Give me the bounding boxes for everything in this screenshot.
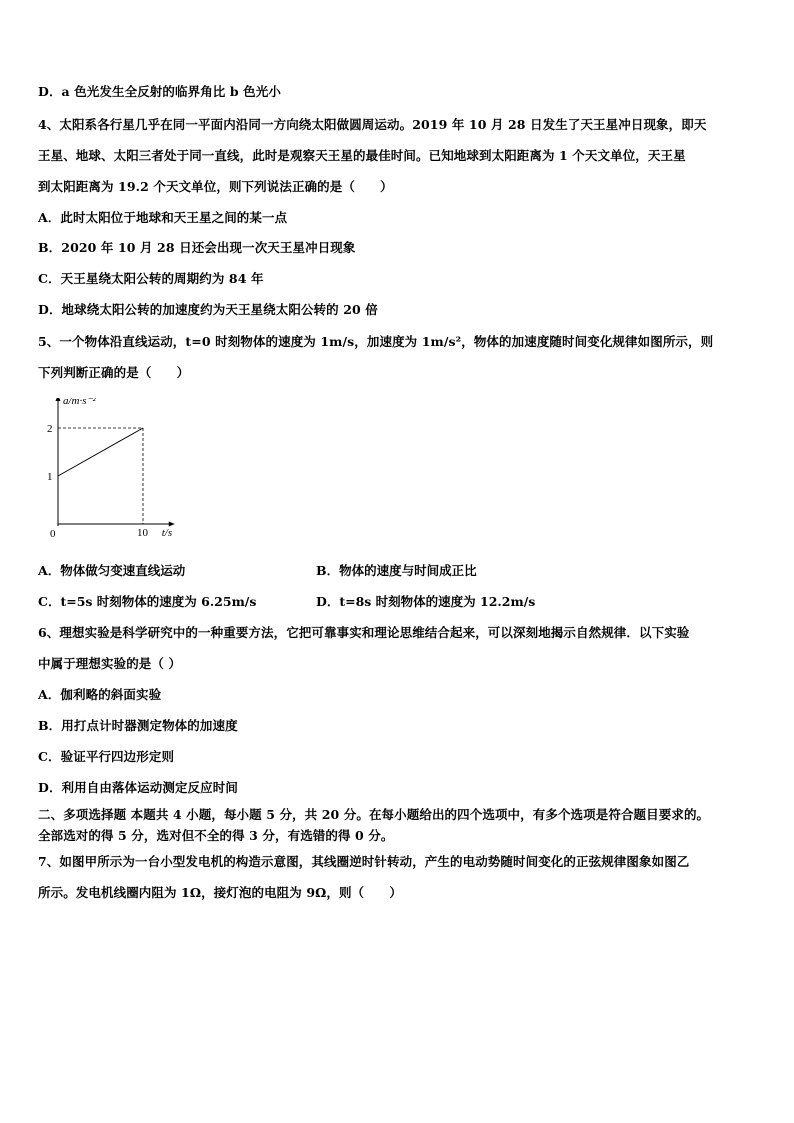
q6-stem-line-1: 6、理想实验是科学研究中的一种重要方法，它把可靠事实和理论思维结合起来，可以深刻地揭示自然规律．以下实验 [38, 625, 690, 640]
y-axis-label: a/m·s⁻² [63, 398, 96, 407]
q4-option-c: C．天王星绕太阳公转的周期约为 84 年 [38, 271, 264, 286]
q6-stem-line-2: 中属于理想实验的是（ ） [38, 656, 182, 671]
x-tick-label: 10 [137, 527, 148, 539]
section-2-heading-line-2: 全部选对的得 5 分，选对但不全的得 3 分，有选错的得 0 分。 [38, 828, 394, 843]
q5-stem-line-1: 5、一个物体沿直线运动，t=0 时刻物体的速度为 1m/s，加速度为 1m/s²，物体的加速度随时间变化规律如图所示，则 [38, 334, 714, 349]
acceleration-time-graph [38, 398, 208, 543]
q4-stem-line-3: 到太阳距离为 19.2 个天文单位，则下列说法正确的是（ ） [38, 179, 393, 194]
y-axis-arrow [56, 398, 61, 401]
q6-option-d: D．利用自由落体运动测定反应时间 [38, 780, 238, 795]
y-tick-label: 2 [47, 423, 53, 435]
q5-option-a: A．物体做匀变速直线运动 [38, 563, 186, 578]
x-axis-arrow [169, 522, 175, 527]
q5-option-d: D．t=8s 时刻物体的速度为 12.2m/s [316, 594, 536, 609]
q5-option-c: C．t=5s 时刻物体的速度为 6.25m/s [38, 594, 257, 609]
y-tick-label: 1 [47, 471, 53, 483]
x-tick-label: 0 [50, 528, 56, 540]
q5-stem-line-2: 下列判断正确的是（ ） [38, 365, 190, 380]
chart-guides [58, 428, 143, 524]
q4-option-b: B．2020 年 10 月 28 日还会出现一次天王星冲日现象 [38, 240, 356, 255]
q6-option-c: C．验证平行四边形定则 [38, 749, 175, 764]
q7-stem-line-2: 所示。发电机线圈内阻为 1Ω，接灯泡的电阻为 9Ω，则（ ） [38, 885, 402, 900]
section-2-heading-line-1: 二、多项选择题 本题共 4 小题，每小题 5 分，共 20 分。在每小题给出的四个选项中，有多个选项是符合题目要求的。 [38, 807, 710, 822]
q4-option-a: A．此时太阳位于地球和天王星之间的某一点 [38, 210, 288, 225]
series-line [58, 428, 143, 476]
q4-stem-line-1: 4、太阳系各行星几乎在同一平面内沿同一方向绕太阳做圆周运动。2019 年 10 月 28 日发生了天王星冲日现象，即天 [38, 117, 707, 132]
q4-option-d: D．地球绕太阳公转的加速度约为天王星绕太阳公转的 20 倍 [38, 302, 378, 317]
chart-axes [56, 398, 175, 527]
q5-option-b: B．物体的速度与时间成正比 [316, 563, 477, 578]
q4-stem-line-2: 王星、地球、太阳三者处于同一直线，此时是观察天王星的最佳时间。已知地球到太阳距离为 1 个天文单位，天王星 [38, 148, 686, 163]
q3-option-d: D．a 色光发生全反射的临界角比 b 色光小 [38, 84, 281, 99]
q6-option-b: B．用打点计时器测定物体的加速度 [38, 718, 238, 733]
q7-stem-line-1: 7、如图甲所示为一台小型发电机的构造示意图，其线圈逆时针转动，产生的电动势随时间变化的正弦规律图象如图乙 [38, 854, 690, 869]
x-axis-label: t/s [161, 527, 173, 539]
q6-option-a: A．伽利略的斜面实验 [38, 687, 162, 702]
